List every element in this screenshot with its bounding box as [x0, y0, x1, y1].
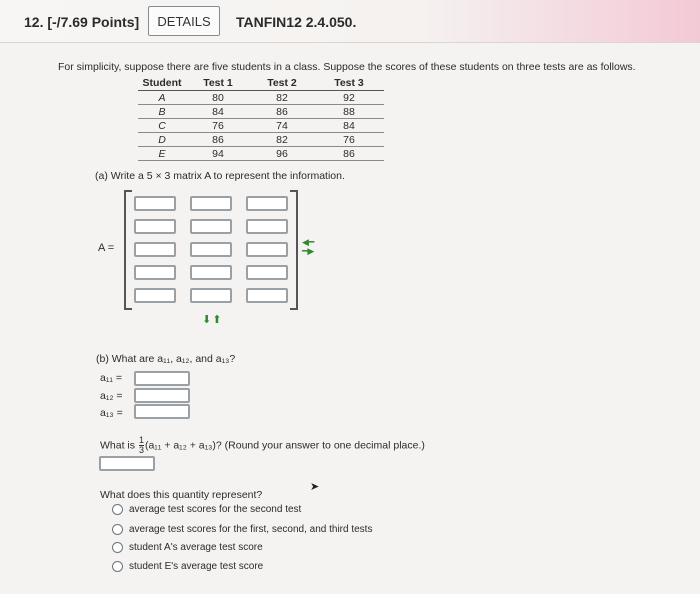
- scores-table: [138, 76, 384, 161]
- header-test-1: Test 1: [186, 76, 250, 91]
- radio-button[interactable]: [112, 561, 123, 572]
- matrix-cell-5-3[interactable]: [246, 288, 288, 303]
- fraction-denominator: 3: [138, 445, 144, 455]
- question-header: [0, 0, 700, 43]
- table-row: [138, 91, 384, 105]
- average-question-suffix: (a₁₁ + a₁₂ + a₁₃)? (Round your answer to one decimal place.): [144, 439, 425, 452]
- radio-button[interactable]: [112, 524, 123, 535]
- student-name: C: [138, 119, 186, 133]
- score-cell: 96: [250, 147, 314, 161]
- table-row: [138, 105, 384, 119]
- table-row: [138, 133, 384, 147]
- average-answer-input[interactable]: [99, 456, 155, 471]
- matrix-cell-3-3[interactable]: [246, 242, 288, 257]
- option-second-test[interactable]: [112, 504, 301, 515]
- option-student-a[interactable]: [112, 542, 263, 553]
- matrix-cell-4-3[interactable]: [246, 265, 288, 280]
- score-cell: 94: [186, 147, 250, 161]
- student-name: E: [138, 147, 186, 161]
- matrix-cell-2-3[interactable]: [246, 219, 288, 234]
- option-label: student A's average test score: [129, 542, 263, 553]
- problem-code: TANFIN12 2.4.050.: [236, 14, 357, 30]
- matrix-right-bracket: [290, 190, 298, 310]
- score-cell: 74: [250, 119, 314, 133]
- a13-label: a₁₃ =: [100, 407, 123, 419]
- details-button[interactable]: DETAILS: [148, 6, 220, 36]
- matrix-cell-1-3[interactable]: [246, 196, 288, 211]
- score-cell: 86: [314, 147, 384, 161]
- question-number: 12. [-/7.69 Points]: [24, 14, 140, 30]
- student-name: D: [138, 133, 186, 147]
- mouse-cursor-icon: ➤: [310, 481, 320, 493]
- score-cell: 84: [314, 119, 384, 133]
- header-student: Student: [138, 76, 186, 91]
- matrix-cell-4-2[interactable]: [190, 265, 232, 280]
- matrix-cell-5-2[interactable]: [190, 288, 232, 303]
- matrix-cell-2-1[interactable]: [134, 219, 176, 234]
- matrix-cell-1-2[interactable]: [190, 196, 232, 211]
- resize-rows-icon[interactable]: ⬇⬆: [202, 314, 223, 326]
- matrix-cell-1-1[interactable]: [134, 196, 176, 211]
- radio-button[interactable]: [112, 542, 123, 553]
- part-a-prompt: (a) Write a 5 × 3 matrix A to represent the information.: [95, 170, 345, 182]
- matrix-left-bracket: [124, 190, 132, 310]
- student-name: A: [138, 91, 186, 105]
- fraction-numerator: 1: [138, 435, 144, 445]
- average-question: [100, 436, 425, 455]
- score-cell: 84: [186, 105, 250, 119]
- option-student-e[interactable]: [112, 561, 263, 572]
- matrix-cell-3-2[interactable]: [190, 242, 232, 257]
- matrix-cell-4-1[interactable]: [134, 265, 176, 280]
- score-cell: 82: [250, 133, 314, 147]
- score-cell: 88: [314, 105, 384, 119]
- option-label: student E's average test score: [129, 561, 264, 572]
- part-b-prompt: (b) What are a₁₁, a₁₂, and a₁₃?: [96, 353, 236, 365]
- option-label: average test scores for the first, second, and third tests: [129, 524, 373, 535]
- a11-label: a₁₁ =: [100, 372, 122, 384]
- a11-input[interactable]: [134, 371, 190, 386]
- matrix-label: A =: [98, 242, 115, 254]
- header-test-2: Test 2: [250, 76, 314, 91]
- score-cell: 92: [314, 91, 384, 105]
- resize-columns-icon[interactable]: ◀━ ━▶: [302, 237, 315, 256]
- matrix-cell-2-2[interactable]: [190, 219, 232, 234]
- a12-input[interactable]: [134, 388, 190, 403]
- a12-label: a₁₂ =: [100, 390, 123, 402]
- a13-input[interactable]: [134, 404, 190, 419]
- score-cell: 86: [186, 133, 250, 147]
- score-cell: 82: [250, 91, 314, 105]
- table-header-row: [138, 76, 384, 91]
- score-cell: 76: [314, 133, 384, 147]
- matrix-cell-5-1[interactable]: [134, 288, 176, 303]
- matrix-cell-3-1[interactable]: [134, 242, 176, 257]
- fraction-one-third: [139, 436, 144, 455]
- average-question-prefix: What is: [100, 439, 136, 452]
- radio-button[interactable]: [112, 504, 123, 515]
- score-cell: 76: [186, 119, 250, 133]
- intro-text: For simplicity, suppose there are five students in a class. Suppose the scores of these students on three tests are as follows.: [58, 61, 636, 73]
- score-cell: 80: [186, 91, 250, 105]
- option-all-tests[interactable]: [112, 524, 372, 535]
- table-row: [138, 147, 384, 161]
- represent-question: What does this quantity represent?: [100, 489, 263, 501]
- table-row: [138, 119, 384, 133]
- header-test-3: Test 3: [314, 76, 384, 91]
- score-cell: 86: [250, 105, 314, 119]
- option-label: average test scores for the second test: [129, 504, 302, 515]
- student-name: B: [138, 105, 186, 119]
